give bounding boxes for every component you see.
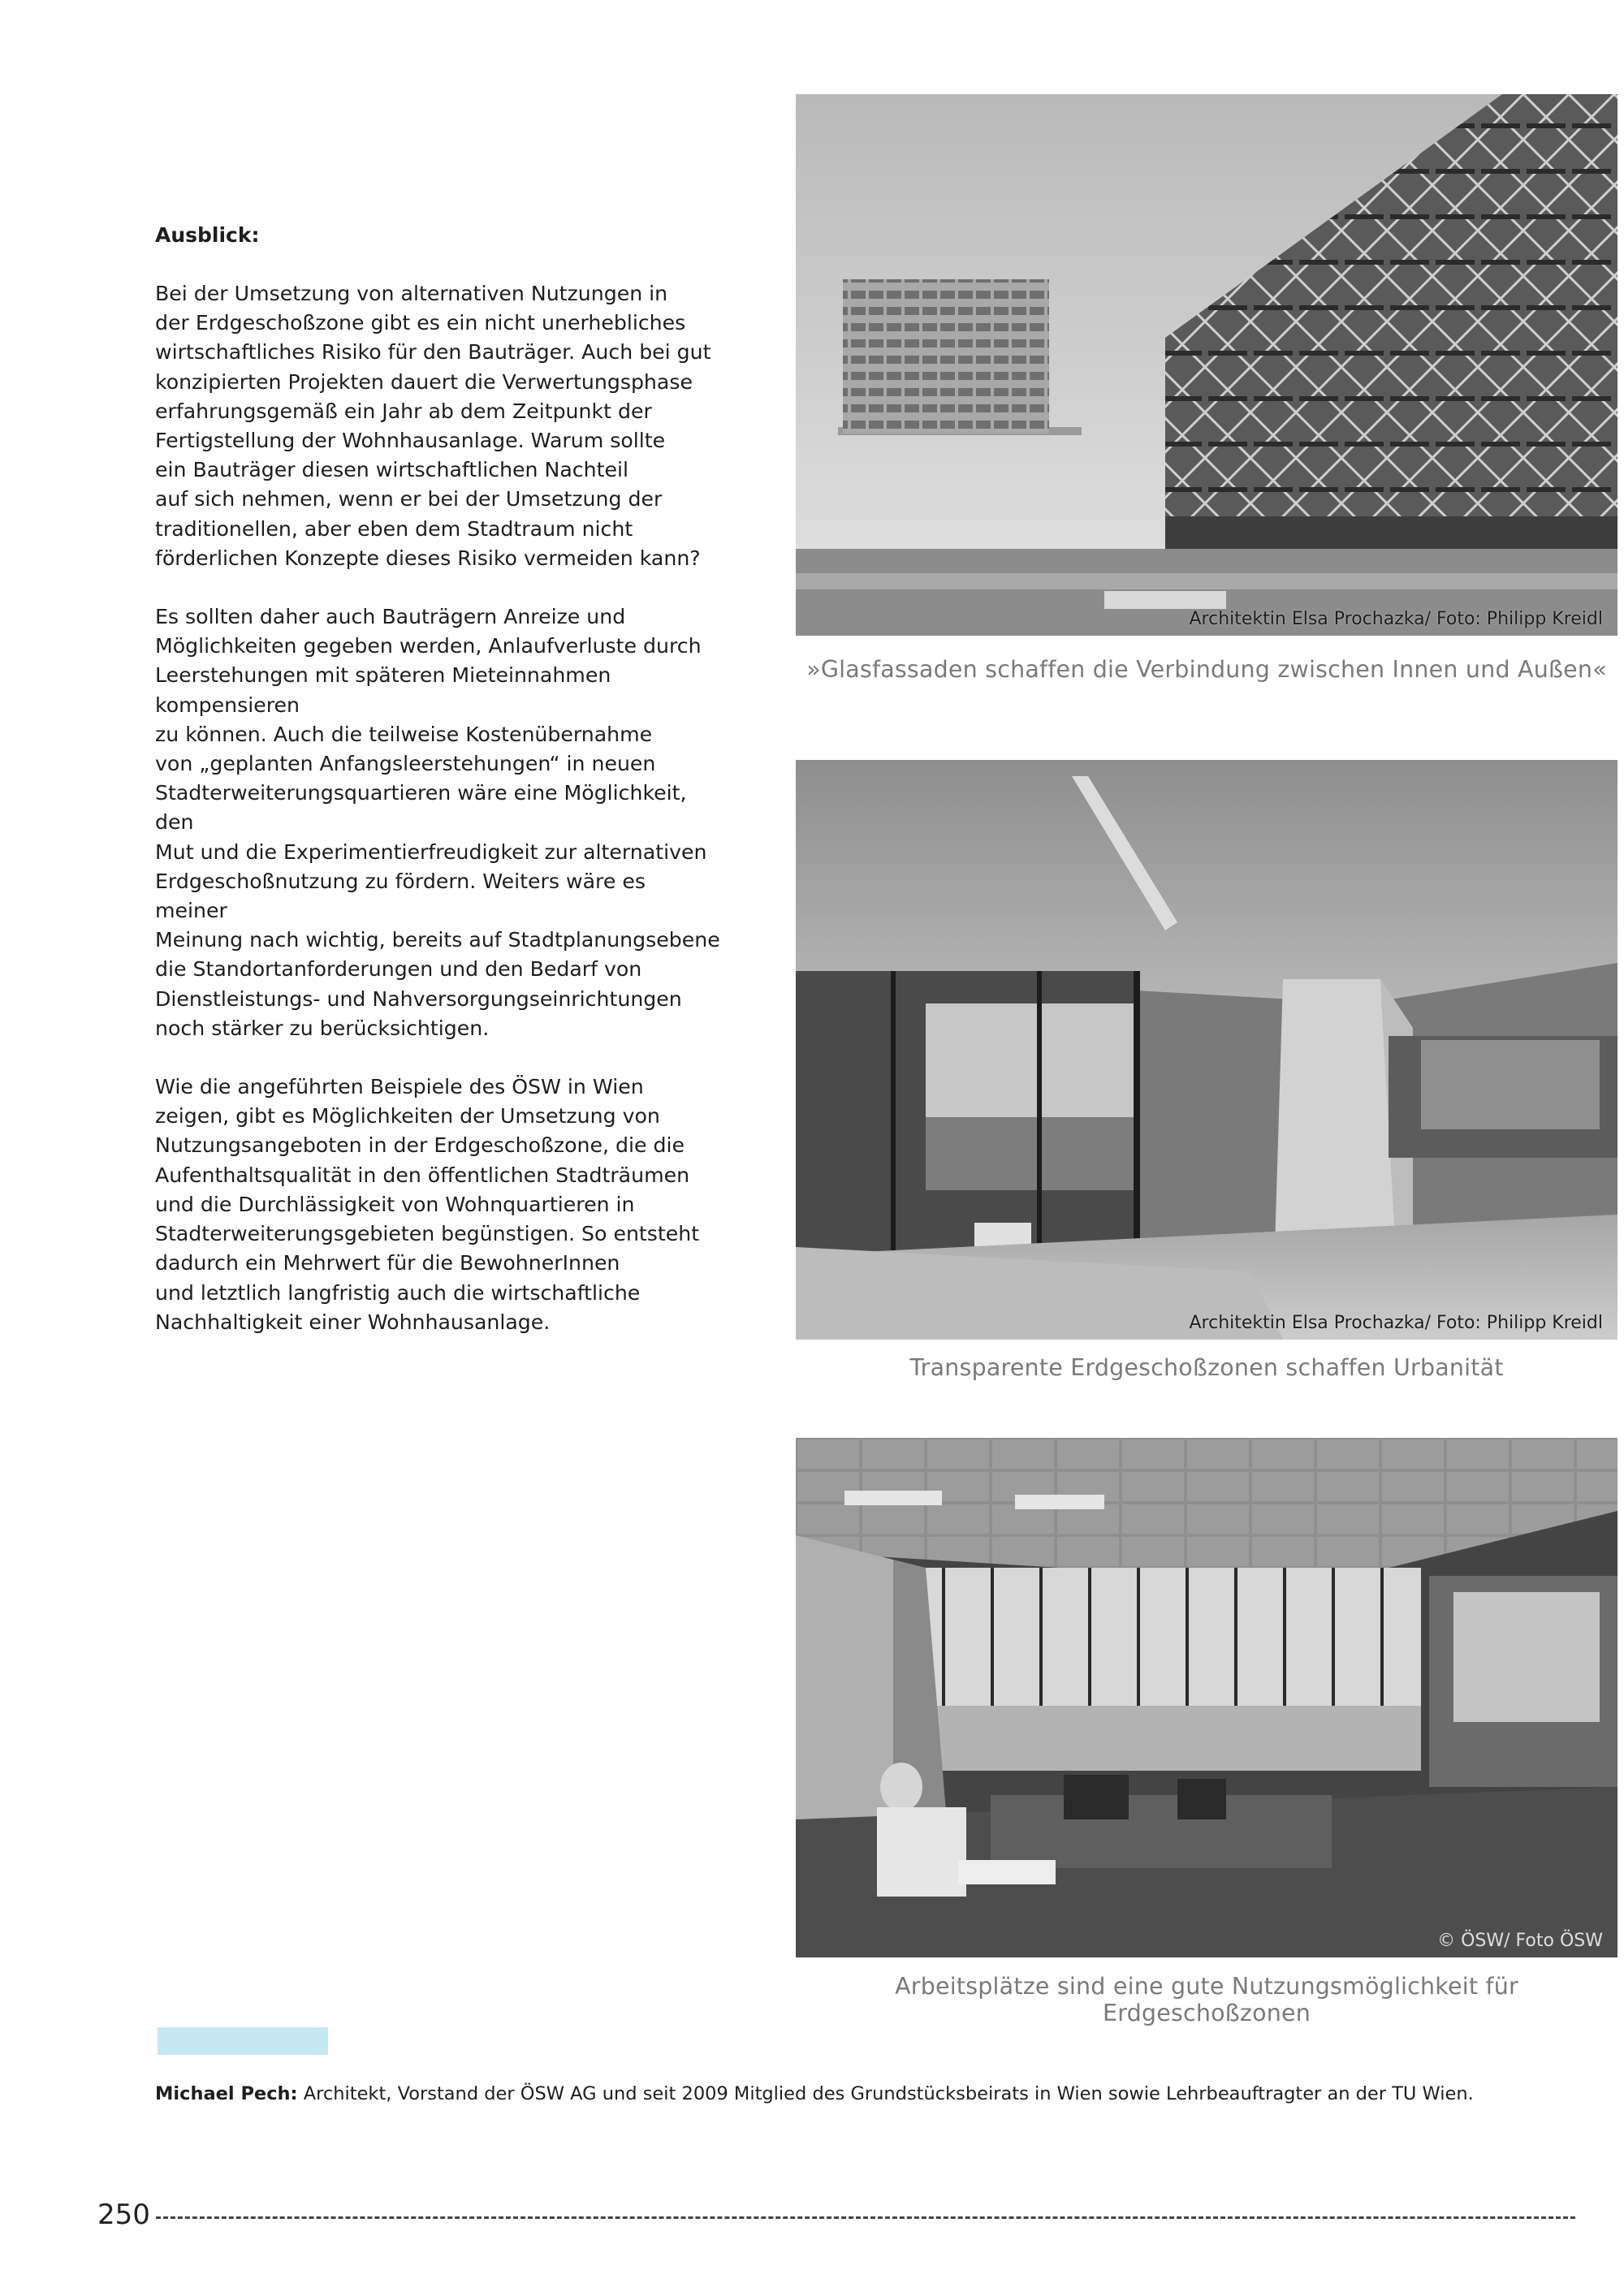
author-bio — [155, 2081, 1617, 2107]
paragraph-3: Wie die angeführten Beispiele des ÖSW in Wien zeigen, gibt es Möglichkeiten der Umsetzung von Nutzungsangeboten in der Erdgeschoßzone, die die Aufenthaltsqualität in den öffentlichen Stadträumen und die Durchlässigkeit von Wohnquartieren in Stadterweiterungsgebieten begünstigen. So entsteht dadurch ein Mehrwert für die BewohnerInnen und letztlich langfristig auch die wirtschaftliche Nachhaltigkeit einer Wohnhausanlage. — [155, 1075, 700, 1334]
photo-credit: © ÖSW/ Foto ÖSW — [1437, 1931, 1603, 1951]
photo-caption: »Glasfassaden schaffen die Verbindung zwischen Innen und Außen« — [806, 656, 1607, 683]
footer-divider — [156, 2216, 1575, 2219]
author-name: Michael Pech: — [155, 2083, 298, 2104]
building-exterior-image — [796, 94, 1618, 636]
photo-building-exterior — [796, 94, 1618, 636]
photo-ground-floor — [796, 760, 1618, 1340]
page-number: 250 — [97, 2199, 150, 2231]
section-heading: Ausblick: — [155, 223, 260, 247]
photo-caption: Transparente Erdgeschoßzonen schaffen Urbanität — [909, 1354, 1504, 1381]
author-description: Architekt, Vorstand der ÖSW AG und seit 2009 Mitglied des Grundstücksbeirats in Wien sowie Lehrbeauftragter an der TU Wien. — [297, 2083, 1474, 2104]
photo-office — [796, 1438, 1618, 1957]
ground-floor-image — [796, 760, 1618, 1340]
photo-credit: Architektin Elsa Prochazka/ Foto: Philipp Kreidl — [1189, 1313, 1603, 1333]
paragraph-1: Bei der Umsetzung von alternativen Nutzungen in der Erdgeschoßzone gibt es ein nicht unerhebliches wirtschaftliches Risiko für den Bauträger. Auch bei gut konzipierten Projekten dauert die Verwertungsphase erfahrungsgemäß ein Jahr ab dem Zeitpunkt der Fertigstellung der Wohnhausanlage. Warum sollte ein Bauträger diesen wirtschaftlichen Nachteil auf sich nehmen, wenn er bei der Umsetzung der traditionellen, aber eben dem Stadtraum nicht förderlichen Konzepte dieses Risiko vermeiden kann? — [155, 282, 711, 570]
article-text — [155, 221, 723, 1366]
office-image — [796, 1438, 1618, 1957]
paragraph-2: Es sollten daher auch Bauträgern Anreize und Möglichkeiten gegeben werden, Anlaufverluste durch Leerstehungen mit späteren Mieteinnahmen kompensieren zu können. Auch die teilweise Kostenübernahme von „geplanten Anfangsleerstehungen“ in neuen Stadterweiterungsquartieren wäre eine Möglichkeit, den Mut und die Experimentierfreudigkeit zur alternativen Erdgeschoßnutzung zu fördern. Weiters wäre es meiner Meinung nach wichtig, bereits auf Stadtplanungsebene die Standortanforderungen und den Bedarf von Dienstleistungs- und Nahversorgungseinrichtungen noch stärker zu berücksichtigen. — [155, 605, 720, 1040]
photo-credit: Architektin Elsa Prochazka/ Foto: Philipp Kreidl — [1189, 609, 1603, 629]
photo-caption: Arbeitsplätze sind eine gute Nutzungsmöglichkeit für Erdgeschoßzonen — [895, 1973, 1518, 2026]
accent-bar — [158, 2027, 328, 2055]
